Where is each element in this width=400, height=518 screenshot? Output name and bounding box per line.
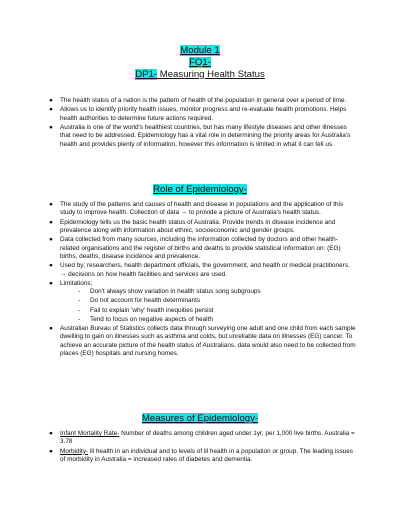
bullet-icon: ● <box>49 123 53 131</box>
measure-term: Morbidity- <box>60 447 89 455</box>
focus-question: FQ1- <box>189 57 211 68</box>
dash-icon: - <box>78 288 81 296</box>
list-item: ● Infant Mortality Rate- Number of deaths among children aged under 1yr, per 1,000 live births. Australia = 3.78 <box>49 430 355 446</box>
bullet-icon: ● <box>49 262 53 270</box>
bullet-icon: ● <box>49 97 53 104</box>
list-item: ● Limitations; - Don't always show variation in health status song subgroups - Do not account for health determinants - Fail to explain 'why' health inequities persist - Tend to focus on negative aspects of health <box>60 280 356 324</box>
list-item: ● Morbidity- ill health in an individual and to levels of ill health in a population or group. The leading issues of morbidity in Australia = increased rates of diabetes and dementia. <box>49 447 353 464</box>
sub-list-item: - Do not account for health determinants <box>78 297 201 305</box>
bullet-icon: ● <box>49 325 53 333</box>
dash-icon: - <box>78 297 81 305</box>
list-item: ● Data collected from many sources, including the information collected by doctors and other health-related organisations and the register of births and deaths to provide statistical information on: (EG) births, deaths, disease incidence and prevalence. <box>49 236 341 261</box>
list-item: ● The health status of a nation is the pattern of health of the population in general over a period of time. <box>49 97 347 104</box>
list-item: ● Epidemiology tells us the basic health status of Australia. Provide trends in disease incidence and prevalence along with information about ethnic, socioeconomic and gender groups. <box>49 218 336 235</box>
module-title: Module 1 <box>180 45 220 56</box>
bullet-icon: ● <box>49 201 53 208</box>
dot-point-title <box>0 69 400 81</box>
bullet-icon: ● <box>49 447 53 455</box>
dot-point-text: Measuring Health Status <box>157 69 265 80</box>
title-block <box>0 45 400 81</box>
sub-list-item: - Don't always show variation in health status song subgroups <box>78 288 261 296</box>
list-item: ● Allows us to identify priority health issues, monitor progress and re-evaluate health promotions. Helps health authorities to determine future actions required. <box>49 106 347 122</box>
dash-icon: - <box>78 315 81 323</box>
list-item: ● Used by; researchers, health department officials, the government, and health or medical practitioners. → decisions on how health facilities and services are used. <box>49 262 350 278</box>
sub-list-item: - Fail to explain 'why' health inequities persist <box>78 306 214 314</box>
section1-list <box>49 97 356 150</box>
measure-term: Infant Mortality Rate- <box>60 430 120 437</box>
bullet-icon: ● <box>49 218 53 226</box>
list-item: ● The study of the patterns and causes of health and disease in populations and the application of this study to improve health. Collection of data → to provide a picture of Australia's health status. <box>49 201 344 217</box>
bullet-icon: ● <box>49 106 53 114</box>
section2-list <box>49 201 356 359</box>
sub-list-item: - Tend to focus on negative aspects of health <box>78 315 213 323</box>
list-item: ● Australian Bureau of Statistics collects data through surveying one adult and one child from each sample dwelling to gain on illnesses such as asthma and colds, but unreliable data on illnesses (EG) cancer. To achieve an accurate picture of the health status of Australians, data would also need to be collected from places (EG) hospitals and nursing homes. <box>49 325 356 358</box>
dot-point-label: DP1- <box>135 69 158 80</box>
section3-list <box>49 430 356 465</box>
section3-heading: Measures of Epidemiology- <box>141 413 259 424</box>
section2-heading: Role of Epidemiology- <box>153 184 247 195</box>
list-item: ● Australia is one of the world's healthiest countries, but has many lifestyle diseases and other illnesses that need to be addressed. Epidemiology has a vital role in determining the priority areas for Australia's health and provides plenty of information, however this information is limited in what it can tell us. <box>49 123 351 148</box>
bullet-icon: ● <box>49 236 53 244</box>
limitations-list <box>60 288 356 324</box>
dash-icon: - <box>78 306 81 314</box>
bullet-icon: ● <box>49 279 53 287</box>
bullet-icon: ● <box>49 430 53 437</box>
